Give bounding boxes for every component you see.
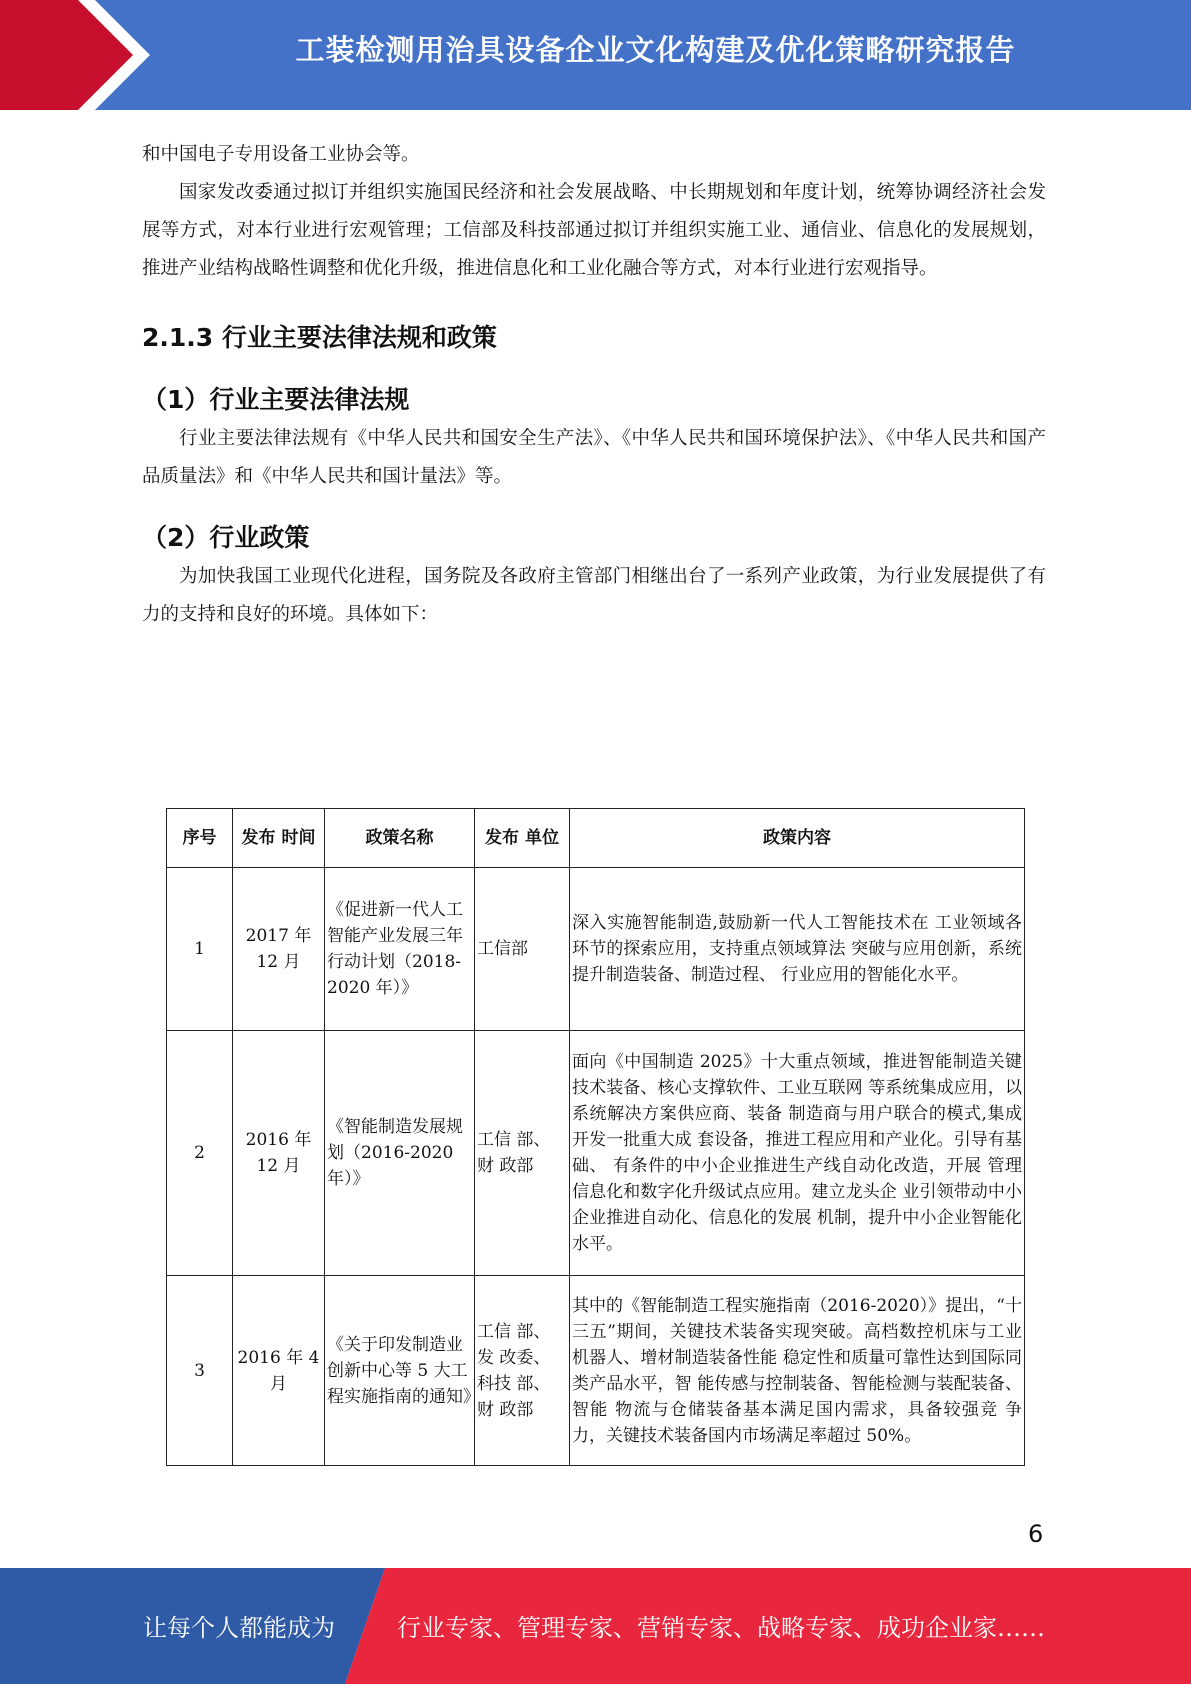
report-title: 工装检测用治具设备企业文化构建及优化策略研究报告 [295,33,1016,67]
page-header [0,0,1191,110]
cell-index: 2 [167,1031,233,1276]
policy-table [166,808,1025,1466]
page-number: 6 [1028,1520,1044,1548]
cell-date: 2017 年 12 月 [233,868,325,1031]
cell-index: 1 [167,868,233,1031]
cell-issuer: 工信 部、财 政部 [475,1031,570,1276]
header-date: 发布 时间 [233,809,325,868]
header-policy-content: 政策内容 [570,809,1025,868]
footer-slogan-left: 让每个人都能成为 [143,1614,335,1642]
table-row [167,1031,1025,1276]
header-issuer: 发布 单位 [475,809,570,868]
cell-policy-content: 面向《中国制造 2025》十大重点领域，推进智能制造关键技术装备、核心支撑软件、工业互联网 等系统集成应用，以系统解决方案供应商、装备 制造商与用户联合的模式,集成开发一批重大成 套设备，推进工程应用和产业化。引导有基础、 有条件的中小企业推进生产线自动化改造，开展 管理信息化和数字化升级试点应用。建立龙头企 业引领带动中小企业推进自动化、信息化的发展 机制，提升中小企业智能化水平。 [570,1031,1025,1276]
cell-policy-content: 深入实施智能制造,鼓励新一代人工智能技术在 工业领域各环节的探索应用，支持重点领域算法 突破与应用创新，系统提升制造装备、制造过程、 行业应用的智能化水平。 [570,868,1025,1031]
cell-date: 2016 年 4 月 [233,1276,325,1466]
paragraph-continuation: 和中国电子专用设备工业协会等。 [142,144,420,165]
cell-issuer: 工信部 [475,868,570,1031]
paragraph-laws: 行业主要法律法规有《中华人民共和国安全生产法》、《中华人民共和国环境保护法》、《中华人民共和国产品质量法》和《中华人民共和国计量法》等。 [142,428,1046,487]
cell-date: 2016 年 12 月 [233,1031,325,1276]
page-content [142,136,1046,634]
cell-policy-name: 《智能制造发展规划（2016-2020 年）》 [325,1031,475,1276]
table-header-row [167,809,1025,868]
table-row [167,868,1025,1031]
subsection-heading-policy: （2）行业政策 [142,523,310,552]
cell-policy-content: 其中的《智能制造工程实施指南（2016-2020）》提出，“十三五”期间，关键技术装备实现突破。高档数控机床与工业机器人、增材制造装备性能 稳定性和质量可靠性达到国际同类产品水平，智 能传感与控制装备、智能检测与装配装备、智能 物流与仓储装备基本满足国内需求，具备较强竞 争力，关键技术装备国内市场满足率超过 50%。 [570,1276,1025,1466]
header-index: 序号 [167,809,233,868]
paragraph-policy-intro: 为加快我国工业现代化进程，国务院及各政府主管部门相继出台了一系列产业政策，为行业发展提供了有力的支持和良好的环境。具体如下： [142,566,1046,625]
header-policy-name: 政策名称 [325,809,475,868]
cell-policy-name: 《促进新一代人工智能产业发展三年行动计划（2018-2020 年）》 [325,868,475,1031]
footer-slogan-right: 行业专家、管理专家、营销专家、战略专家、成功企业家…… [397,1614,1045,1642]
cell-policy-name: 《关于印发制造业创新中心等 5 大工程实施指南的通知》 [325,1276,475,1466]
section-heading: 2.1.3 行业主要法律法规和政策 [142,323,497,352]
subsection-heading-laws: （1）行业主要法律法规 [142,385,410,414]
table-row [167,1276,1025,1466]
cell-index: 3 [167,1276,233,1466]
cell-issuer: 工信 部、发 改委、科技 部、财 政部 [475,1276,570,1466]
paragraph-regulation: 国家发改委通过拟订并组织实施国民经济和社会发展战略、中长期规划和年度计划，统筹协调经济社会发展等方式，对本行业进行宏观管理；工信部及科技部通过拟订并组织实施工业、通信业、信息化的发展规划，推进产业结构战略性调整和优化升级，推进信息化和工业化融合等方式，对本行业进行宏观指导。 [142,182,1046,279]
page-footer [0,1568,1191,1684]
